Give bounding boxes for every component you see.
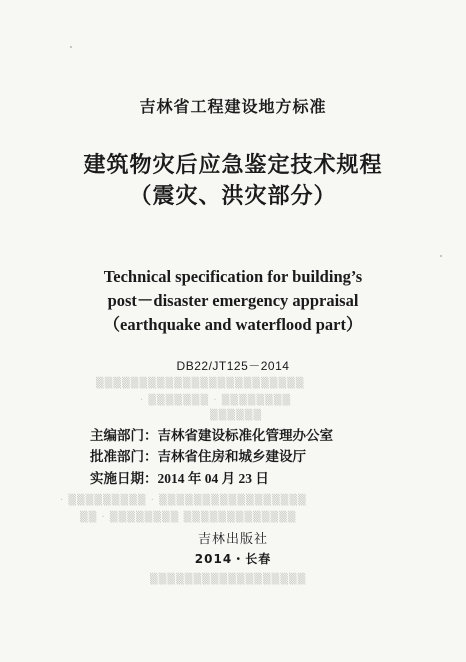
standard-type-heading: 吉林省工程建设地方标准 — [139, 97, 327, 116]
chinese-title-line1: 建筑物灾后应急鉴定技术规程 — [83, 153, 383, 178]
approver-label: 批准部门： — [90, 449, 158, 465]
english-title — [0, 265, 466, 337]
chinese-title — [0, 150, 466, 212]
effective-date-row — [90, 468, 333, 490]
effective-date-label: 实施日期： — [90, 471, 158, 487]
bleed-through-text: ▒▒▒▒▒▒▒▒▒▒▒▒▒▒▒▒▒▒ — [150, 574, 307, 585]
effective-date-value: 2014 年 04 月 23 日 — [157, 471, 269, 486]
publication-year-place: 2014・长春 — [194, 552, 272, 566]
publisher-name: 吉林出版社 — [197, 532, 268, 547]
bleed-through-text: ▒▒ · ▒▒▒▒▒▒▒▒ ▒▒▒▒▒▒▒▒▒▒▒▒▒ — [80, 512, 297, 523]
approver-value: 吉林省住房和城乡建设厅 — [157, 449, 306, 465]
editor-row — [90, 426, 333, 447]
english-title-line3: （earthquake and waterflood part） — [103, 315, 363, 334]
bleed-through-text: ▒▒▒▒▒▒ — [210, 410, 263, 421]
scan-speck — [70, 46, 72, 48]
standard-code: DB22/JT125－2014 — [176, 359, 290, 373]
bleed-through-text: ▒▒▒▒▒▒▒▒▒▒▒▒▒▒▒▒▒▒▒▒▒▒▒▒ — [96, 378, 305, 389]
approver-row — [90, 447, 333, 468]
english-title-line2: post－disaster emergency appraisal — [107, 291, 359, 310]
chinese-title-line2: （震灾、洪灾部分） — [129, 184, 337, 209]
editor-value: 吉林省建设标准化管理办公室 — [157, 428, 333, 444]
bleed-through-text: · ▒▒▒▒▒▒▒ · ▒▒▒▒▒▒▒▒ — [140, 395, 292, 406]
english-title-line1: Technical specification for building’s — [103, 267, 363, 286]
metadata-block — [90, 426, 333, 490]
scan-speck — [440, 255, 442, 257]
bleed-through-text: · ▒▒▒▒▒▒▒▒▒ · ▒▒▒▒▒▒▒▒▒▒▒▒▒▒▒▒▒ — [60, 495, 307, 506]
editor-label: 主编部门： — [90, 428, 158, 444]
